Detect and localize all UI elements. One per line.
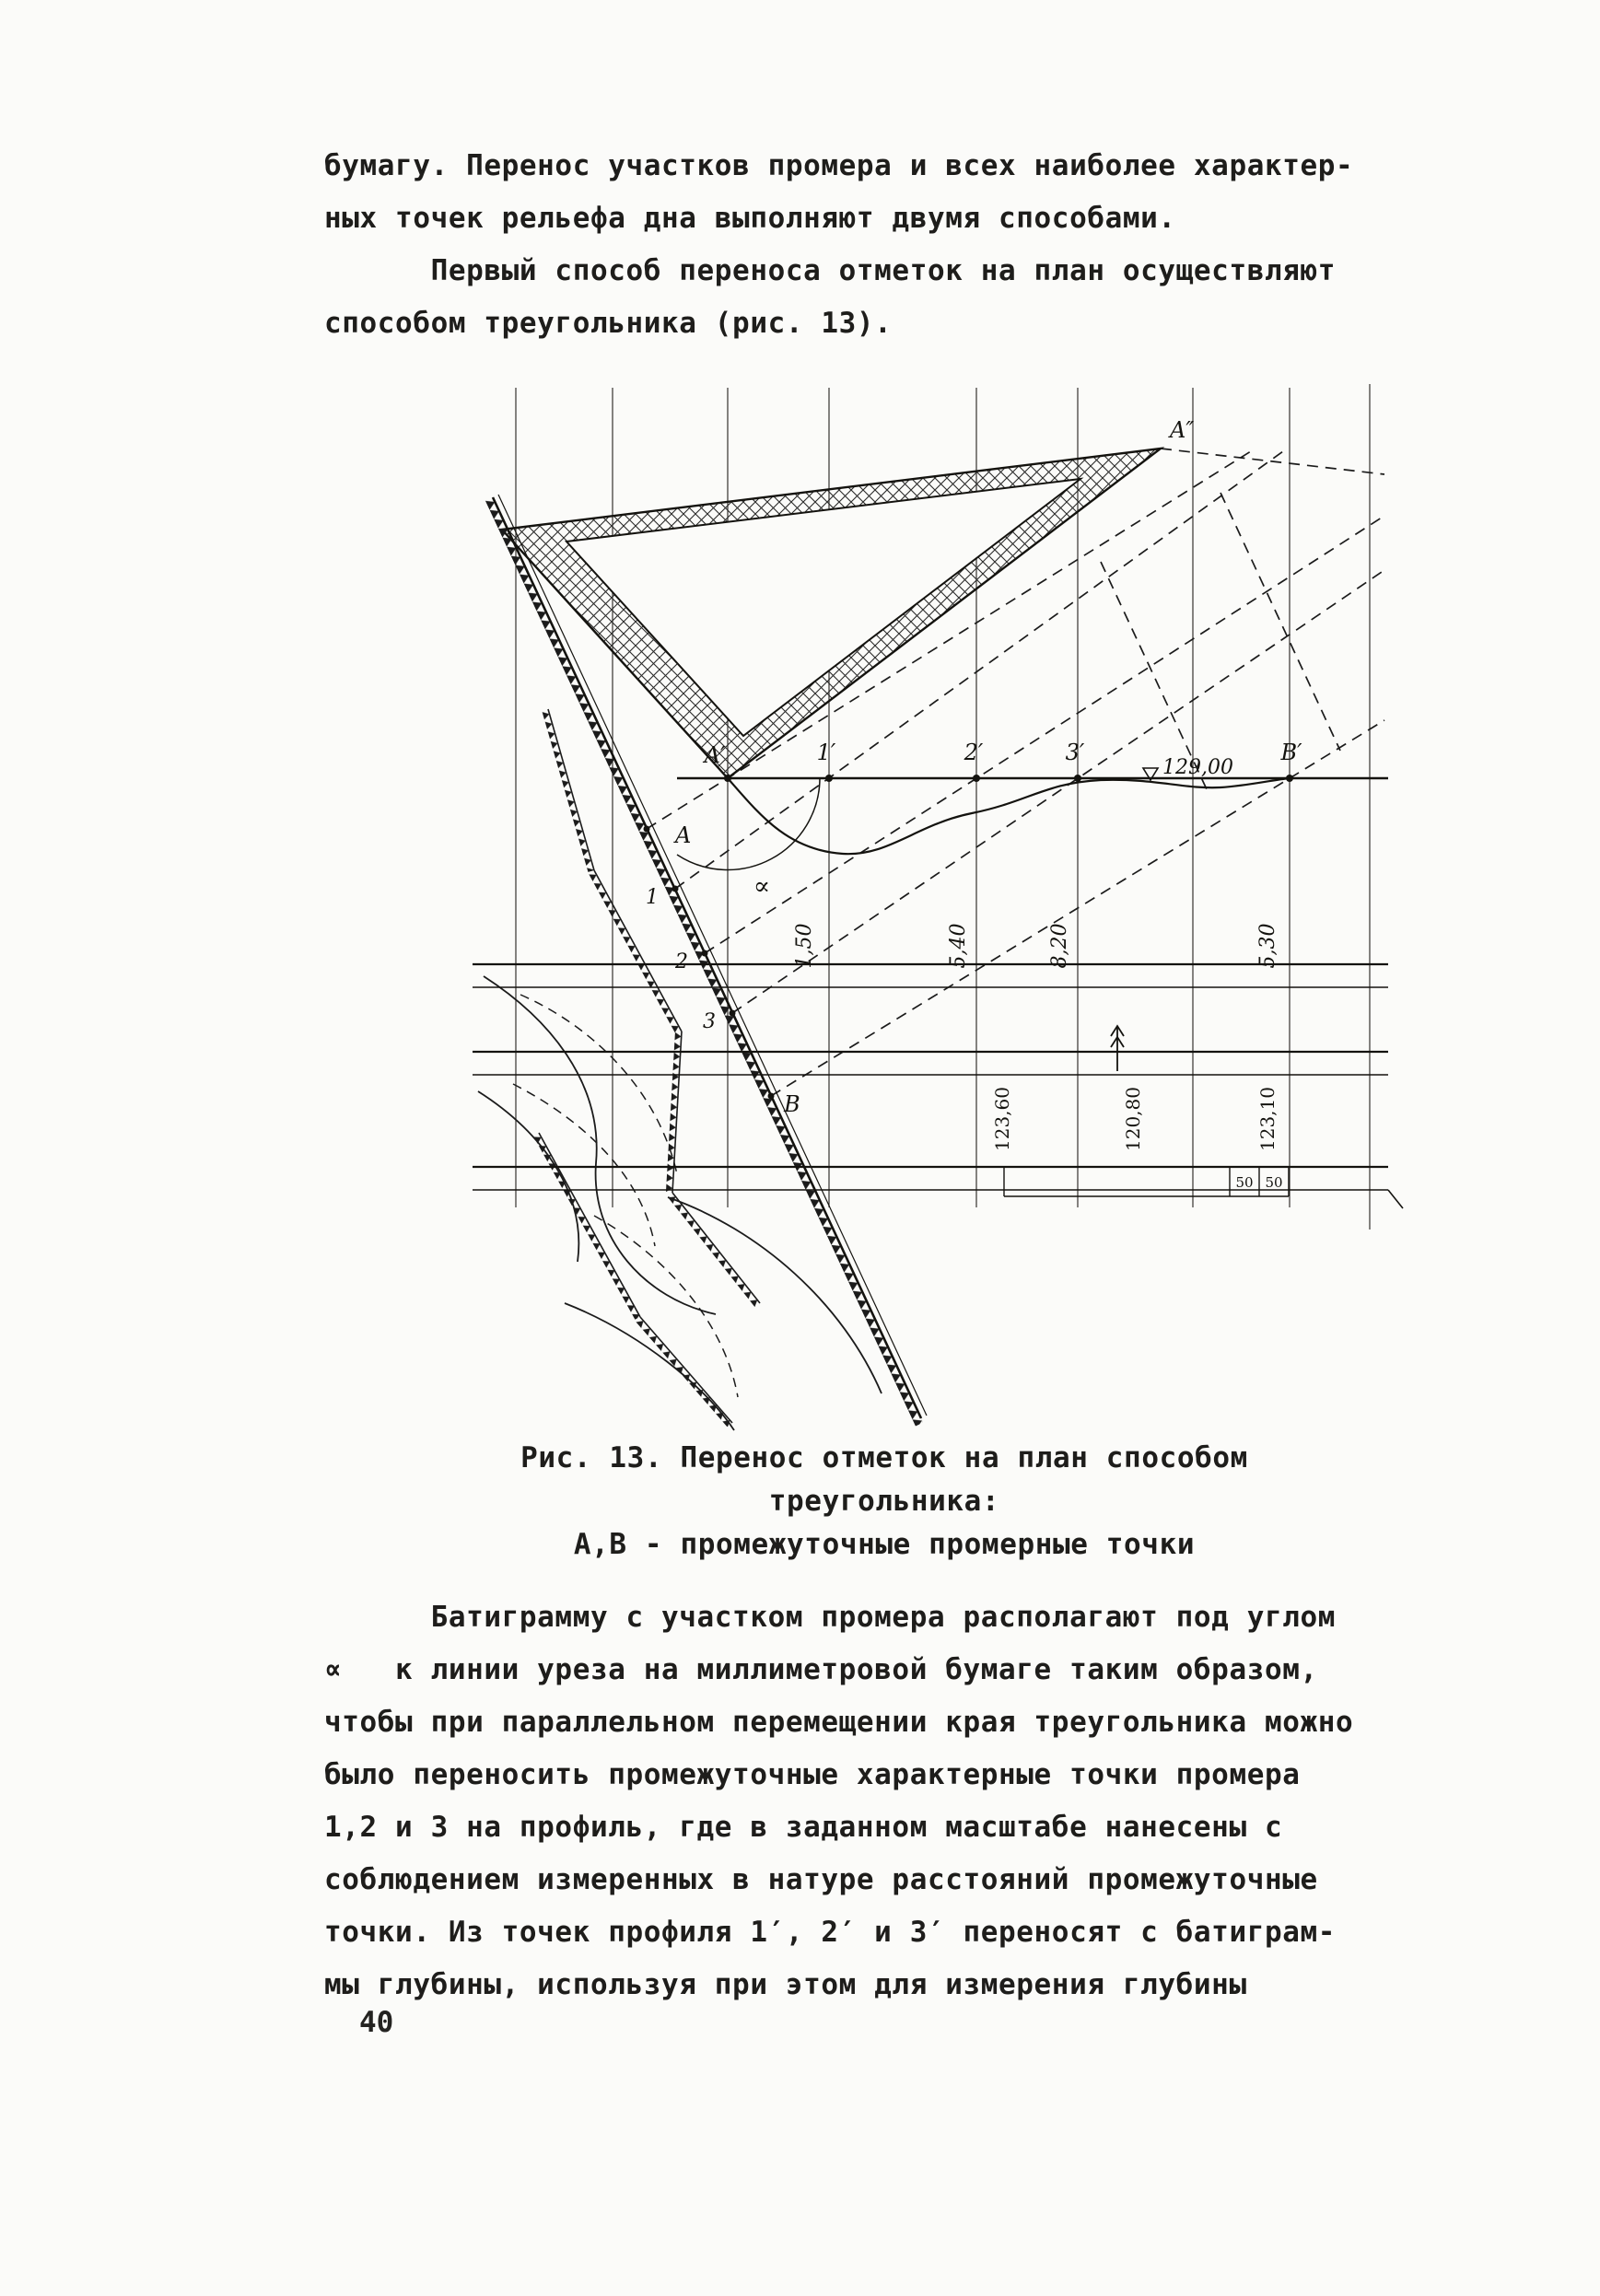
text-line: 1,2 и 3 на профиль, где в заданном масштабе нанесены с bbox=[324, 1811, 1283, 1844]
mark-value: 120,80 bbox=[1122, 1087, 1144, 1151]
paragraph-top bbox=[324, 140, 1353, 350]
text-line: точки. Из точек профиля 1′, 2′ и 3′ переносят с батиграм- bbox=[324, 1916, 1337, 1949]
label-A-double-prime: A″ bbox=[1170, 417, 1195, 443]
caption-line: А,В - промежуточные промерные точки bbox=[573, 1528, 1196, 1561]
figure-caption bbox=[350, 1437, 1419, 1567]
depth-value: 5,30 bbox=[1256, 923, 1279, 969]
text-line: ных точек рельефа дна выполняют двумя способами. bbox=[324, 202, 1176, 235]
scale-cell-value: 50 bbox=[1235, 1174, 1254, 1191]
label-B-prime: B′ bbox=[1280, 740, 1302, 765]
caption-line: треугольника: bbox=[768, 1485, 1000, 1518]
label-1: 1 bbox=[646, 886, 659, 909]
text-line: Первый способ переноса отметок на план осуществляют bbox=[324, 254, 1337, 287]
scale-cell-value: 50 bbox=[1265, 1174, 1283, 1191]
shoreline bbox=[478, 709, 882, 1430]
page-number: 40 bbox=[359, 2006, 394, 2039]
label-2-prime: 2′ bbox=[964, 740, 984, 765]
label-3-prime: 3′ bbox=[1065, 740, 1085, 765]
label-A: A bbox=[675, 822, 692, 848]
mark-value: 123,10 bbox=[1256, 1087, 1279, 1151]
label-B: B bbox=[784, 1091, 800, 1117]
label-3: 3 bbox=[703, 1010, 716, 1033]
label-alpha: ∝ bbox=[753, 872, 771, 901]
text-line: способом треугольника (рис. 13). bbox=[324, 307, 893, 340]
figure-13 bbox=[456, 382, 1405, 1432]
water-level-value: 129,00 bbox=[1162, 756, 1233, 779]
text-line: соблюдением измеренных в натуре расстояний промежуточные bbox=[324, 1863, 1318, 1896]
band-values bbox=[991, 1087, 1283, 1191]
label-2: 2 bbox=[675, 950, 688, 973]
text-line: чтобы при параллельном перемещении края треугольника можно bbox=[324, 1706, 1354, 1739]
text-line: Батиграмму с участком промера располагают под углом bbox=[324, 1601, 1337, 1634]
text-line: бумагу. Перенос участков промера и всех наиболее характер- bbox=[324, 149, 1354, 182]
text-line: было переносить промежуточные характерные точки промера bbox=[324, 1758, 1301, 1791]
figure-13-drawing bbox=[456, 382, 1405, 1432]
depth-value: 8,20 bbox=[1048, 923, 1071, 969]
label-A-prime: A′ bbox=[704, 742, 726, 768]
depth-value: 5,40 bbox=[947, 923, 970, 969]
label-1-prime: 1′ bbox=[816, 740, 836, 765]
mark-value: 123,60 bbox=[991, 1087, 1013, 1151]
depth-values bbox=[793, 924, 1279, 969]
depth-value: 1,50 bbox=[793, 923, 816, 969]
text-line: ∝ к линии уреза на миллиметровой бумаге таким образом, bbox=[324, 1653, 1318, 1686]
alpha-angle-arc bbox=[677, 778, 820, 869]
text-line: мы глубины, используя при этом для измерения глубины bbox=[324, 1968, 1247, 2001]
caption-line: Рис. 13. Перенос отметок на план способом bbox=[520, 1441, 1248, 1474]
paragraph-bottom bbox=[324, 1591, 1353, 2011]
